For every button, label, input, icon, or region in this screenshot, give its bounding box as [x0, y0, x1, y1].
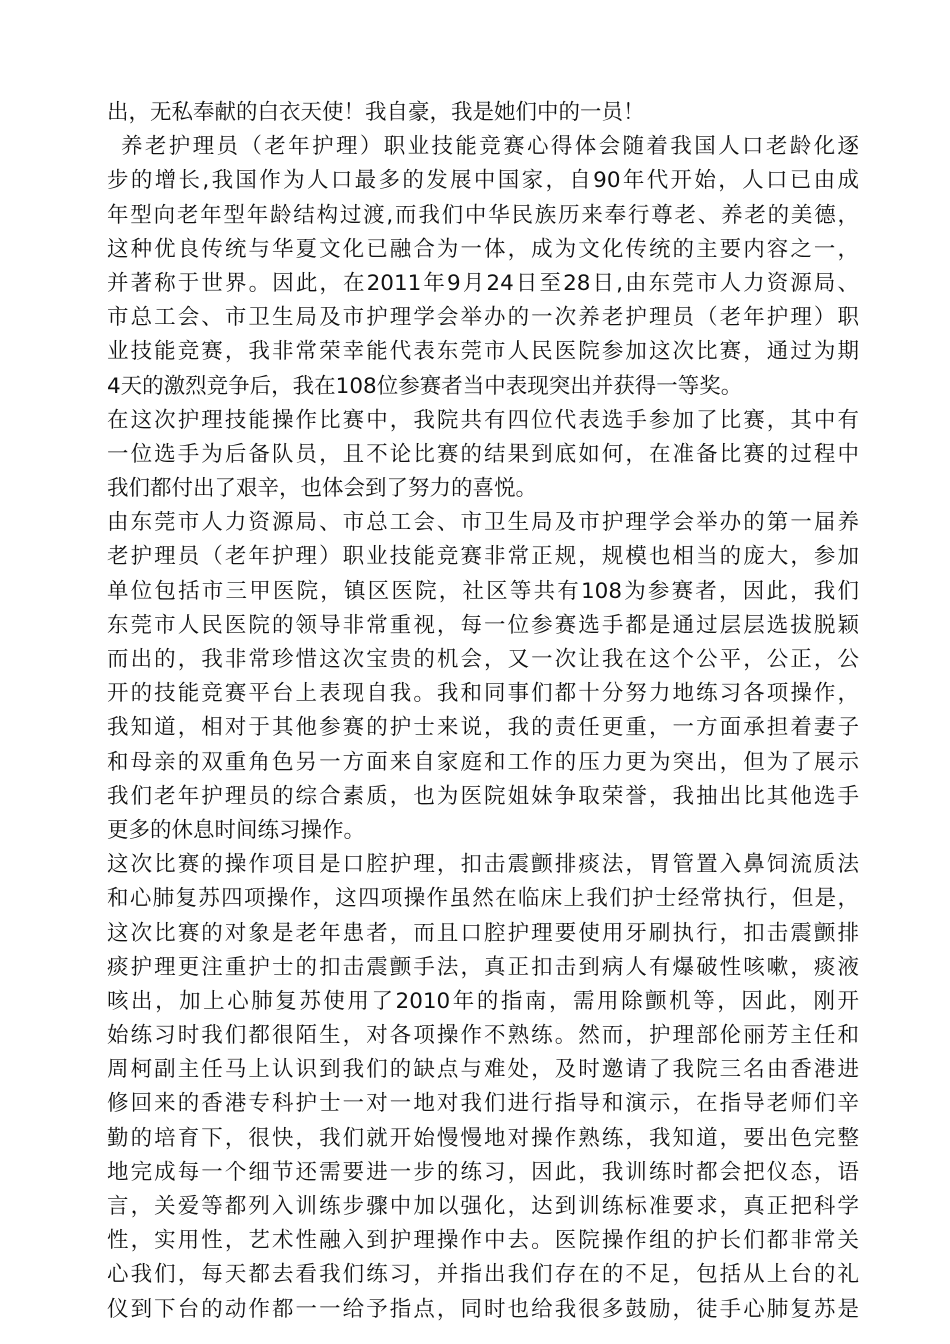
text-line: 在这次护理技能操作比赛中，我院共有四位代表选手参加了比赛，其中有 — [107, 407, 859, 433]
text-line: 勤的培育下，很快，我们就开始慢慢地对操作熟练，我知道，要出色完整 — [107, 1125, 859, 1151]
text-line: 单位包括市三甲医院，镇区医院，社区等共有108为参赛者，因此，我们 — [107, 578, 859, 604]
text-line: 而出的，我非常珍惜这次宝贵的机会，又一次让我在这个公平，公正，公 — [107, 647, 859, 672]
text-line: 性，实用性，艺术性融入到护理操作中去。医院操作组的护长们都非常关 — [107, 1228, 859, 1254]
text-line: 年型向老年型年龄结构过渡,而我们中华民族历来奉行尊老、养老的美德， — [107, 202, 859, 228]
text-line: 一位选手为后备队员，且不论比赛的结果到底如何，在准备比赛的过程中 — [107, 441, 859, 467]
text-line: 由东莞市人力资源局、市总工会、市卫生局及市护理学会举办的第一届养 — [107, 510, 859, 536]
text-line: 我知道，相对于其他参赛的护士来说，我的责任更重，一方面承担着妻子 — [107, 715, 859, 741]
text-line: 更多的休息时间练习操作。 — [107, 817, 366, 843]
text-line: 老护理员（老年护理）职业技能竞赛非常正规，规模也相当的庞大，参加 — [107, 544, 859, 570]
text-line: 和母亲的双重角色另一方面来自家庭和工作的压力更为突出，但为了展示 — [107, 749, 859, 775]
body-text — [107, 96, 859, 1327]
text-line: 这次比赛的操作项目是口腔护理，扣击震颤排痰法，胃管置入鼻饲流质法 — [107, 852, 859, 878]
text-line: 我们都付出了艰辛，也体会到了努力的喜悦。 — [107, 476, 538, 502]
text-line: 业技能竞赛，我非常荣幸能代表东莞市人民医院参加这次比赛，通过为期 — [107, 339, 859, 365]
text-line: 仪到下台的动作都一一给予指点，同时也给我很多鼓励，徒手心肺复苏是 — [107, 1296, 859, 1322]
text-line: 4天的激烈竞争后，我在108位参赛者当中表现突出并获得一等奖。 — [107, 373, 743, 399]
text-line: 步的增长,我国作为人口最多的发展中国家，自90年代开始，人口已由成 — [107, 168, 859, 194]
text-line: 并著称于世界。因此，在2011年9月24日至28日,由东莞市人力资源局、 — [107, 270, 859, 296]
text-line: 周柯副主任马上认识到我们的缺点与难处，及时邀请了我院三名由香港进 — [107, 1057, 859, 1083]
text-line: 养老护理员（老年护理）职业技能竞赛心得体会随着我国人口老龄化逐 — [121, 134, 859, 160]
text-line: 这次比赛的对象是老年患者，而且口腔护理要使用牙刷执行，扣击震颤排 — [107, 920, 859, 946]
text-line: 心我们，每天都去看我们练习，并指出我们存在的不足，包括从上台的礼 — [107, 1262, 859, 1288]
text-line: 痰护理更注重护士的扣击震颤手法，真正扣击到病人有爆破性咳嗽，痰液 — [107, 954, 859, 980]
text-line: 修回来的香港专科护士一对一地对我们进行指导和演示，在指导老师们辛 — [107, 1091, 859, 1117]
text-line: 出，无私奉献的白衣天使！我自豪，我是她们中的一员！ — [107, 100, 645, 125]
text-line: 咳出，加上心肺复苏使用了2010年的指南，需用除颤机等，因此，刚开 — [107, 988, 859, 1014]
text-line: 和心肺复苏四项操作，这四项操作虽然在临床上我们护士经常执行，但是， — [107, 886, 859, 912]
text-line: 言，关爱等都列入训练步骤中加以强化，达到训练标准要求，真正把科学 — [107, 1194, 859, 1219]
text-line: 东莞市人民医院的领导非常重视，每一位参赛选手都是通过层层选拔脱颖 — [107, 612, 859, 638]
text-line: 这种优良传统与华夏文化已融合为一体，成为文化传统的主要内容之一， — [107, 236, 859, 262]
text-line: 地完成每一个细节还需要进一步的练习，因此，我训练时都会把仪态，语 — [107, 1159, 859, 1185]
text-line: 开的技能竞赛平台上表现自我。我和同事们都十分努力地练习各项操作， — [107, 681, 859, 707]
text-line: 我们老年护理员的综合素质，也为医院姐妹争取荣誉，我抽出比其他选手 — [107, 783, 859, 809]
text-line: 始练习时我们都很陌生，对各项操作不熟练。然而，护理部伦丽芳主任和 — [107, 1023, 859, 1049]
text-line: 市总工会、市卫生局及市护理学会举办的一次养老护理员（老年护理）职 — [107, 305, 859, 331]
